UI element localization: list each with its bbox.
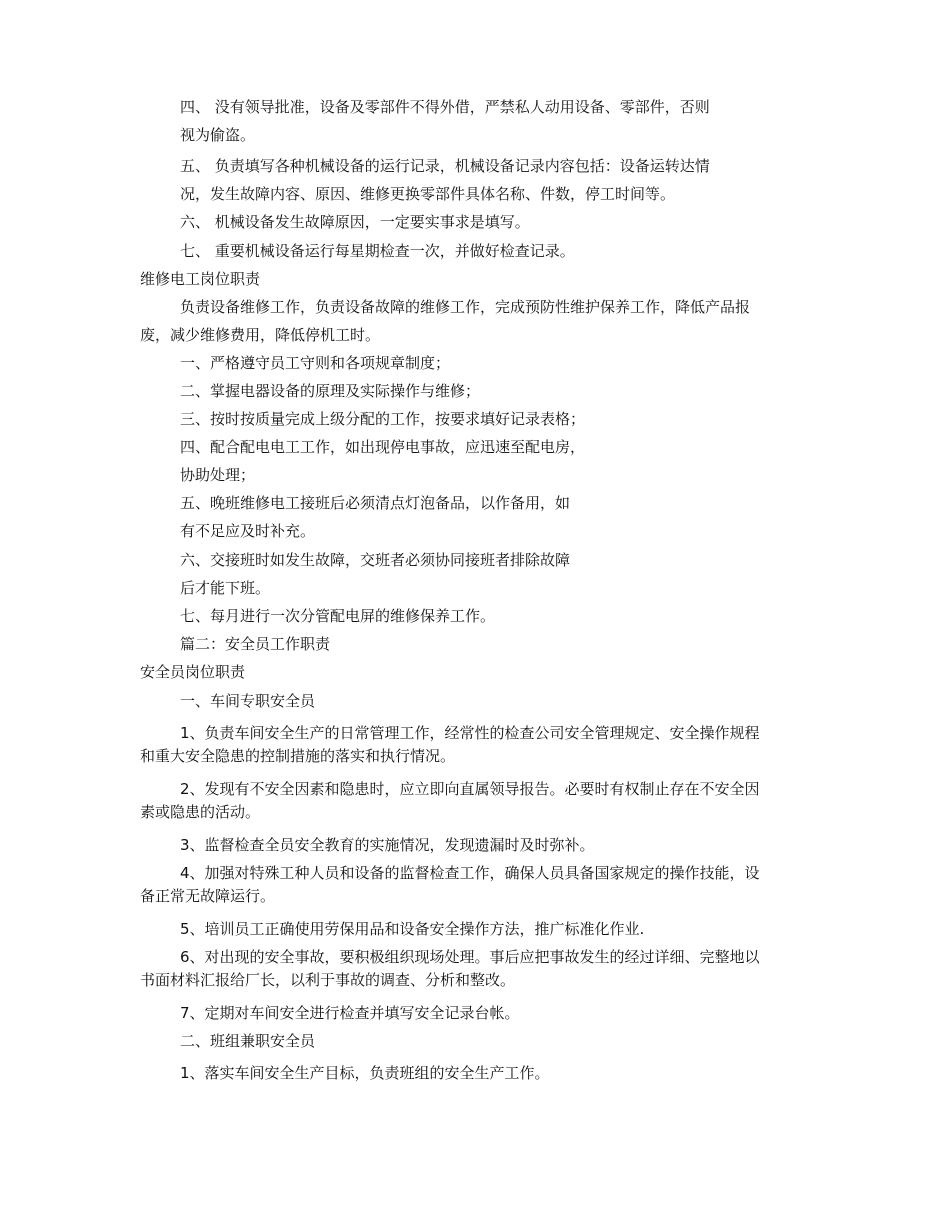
text-line: 书面材料汇报给厂长，以利于事故的调查、分析和整改。	[140, 971, 516, 989]
text-line: 有不足应及时补充。	[180, 522, 316, 540]
text-line: 负责设备维修工作，负责设备故障的维修工作，完成预防性维护保养工作，降低产品报	[180, 298, 751, 316]
section-heading: 安全员岗位职责	[140, 663, 246, 681]
text-line: 四、 没有领导批准，设备及零部件不得外借，严禁私人动用设备、零部件，否则	[180, 98, 710, 116]
text-line: 7、定期对车间安全进行检查并填写安全记录台帐。	[180, 1004, 520, 1022]
text-line: 2、发现有不安全因素和隐患时，应立即向直属领导报告。必要时有权制止存在不安全因	[180, 780, 760, 798]
section-heading: 篇二：安全员工作职责	[180, 635, 331, 653]
text-line: 素或隐患的活动。	[140, 803, 261, 821]
text-line: 六、 机械设备发生故障原因，一定要实事求是填写。	[180, 213, 530, 231]
text-line: 六、交接班时如发生故障，交班者必须协同接班者排除故障	[180, 551, 571, 569]
text-line: 废，减少维修费用，降低停机工时。	[140, 326, 381, 344]
text-line: 3、监督检查全员安全教育的实施情况，发现遗漏时及时弥补。	[180, 836, 595, 854]
text-line: 5、培训员工正确使用劳保用品和设备安全操作方法，推广标准化作业.	[180, 920, 645, 938]
text-line: 4、加强对特殊工种人员和设备的监督检查工作，确保人员具备国家规定的操作技能，设	[180, 864, 760, 882]
section-heading: 维修电工岗位职责	[140, 270, 261, 288]
text-line: 五、晚班维修电工接班后必须清点灯泡备品，以作备用，如	[180, 494, 571, 512]
text-line: 1、负责车间安全生产的日常管理工作，经常性的检查公司安全管理规定、安全操作规程	[180, 724, 760, 742]
text-line: 七、 重要机械设备运行每星期检查一次，并做好检查记录。	[180, 242, 575, 260]
text-line: 6、对出现的安全事故，要积极组织现场处理。事后应把事故发生的经过详细、完整地以	[180, 948, 760, 966]
text-line: 二、掌握电器设备的原理及实际操作与维修；	[180, 382, 481, 400]
text-line: 七、每月进行一次分管配电屏的维修保养工作。	[180, 607, 496, 625]
text-line: 五、 负责填写各种机械设备的运行记录，机械设备记录内容包括：设备运转达情	[180, 157, 710, 175]
text-line: 视为偷盗。	[180, 126, 256, 144]
text-line: 况，发生故障内容、原因、维修更换零部件具体名称、件数，停工时间等。	[180, 185, 676, 203]
text-line: 1、落实车间安全生产目标，负责班组的安全生产工作。	[180, 1064, 550, 1082]
text-line: 后才能下班。	[180, 579, 271, 597]
text-line: 三、按时按质量完成上级分配的工作，按要求填好记录表格；	[180, 410, 586, 428]
text-line: 备正常无故障运行。	[140, 887, 276, 905]
section-heading: 一、车间专职安全员	[180, 692, 316, 710]
text-line: 一、严格遵守员工守则和各项规章制度；	[180, 354, 451, 372]
text-line: 四、配合配电电工工作，如出现停电事故，应迅速至配电房，	[180, 438, 586, 456]
text-line: 和重大安全隐患的控制措施的落实和执行情况。	[140, 747, 456, 765]
text-line: 协助处理；	[180, 466, 256, 484]
section-heading: 二、班组兼职安全员	[180, 1032, 316, 1050]
